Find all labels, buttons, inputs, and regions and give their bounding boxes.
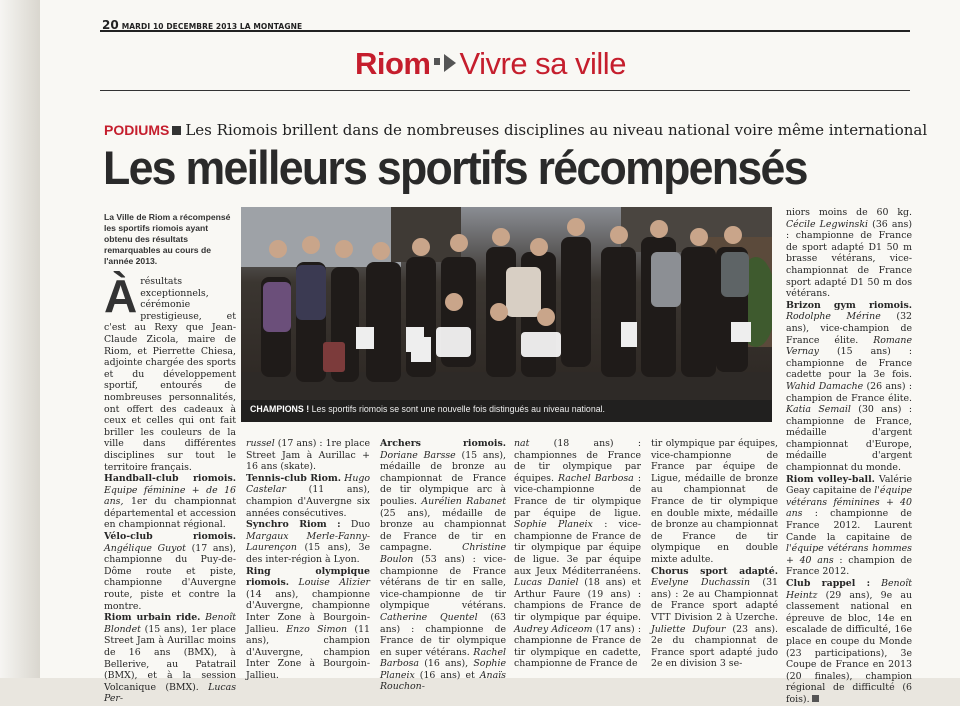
article-column-1 — [104, 270, 237, 705]
athlete-name: Benoît Heintz — [786, 578, 912, 601]
result-text: (32 ans), vice-champion de France élite. — [786, 311, 912, 346]
caption-text: Les sportifs riomois se sont une nouvelle fois distingués au niveau national. — [311, 404, 605, 414]
header-rule — [100, 30, 910, 32]
article-column-5 — [651, 438, 778, 670]
result-text: (17 ans) : championne de France de tir olympique en cadette, championne de France de — [514, 623, 641, 670]
athlete-name: Rodolphe Mérine — [786, 311, 881, 323]
athlete-name: Angélique Guyot — [104, 542, 186, 554]
club-title: Brizon gym riomois. — [786, 299, 912, 311]
athlete-name: Margaux Merle-Fanny-Laurençon — [246, 530, 370, 554]
athlete-name: Sophie Planeix — [380, 658, 506, 681]
club-title: Ring olympique riomois. — [246, 565, 370, 589]
page-number: 20 — [102, 18, 119, 32]
result-text: (30 ans) : championne de France, médaille d'argent championnat d'Europe, médaille d'argent championnat du monde. — [786, 404, 912, 474]
result-text: (16 ans) et — [419, 669, 475, 681]
section-rubric: Vivre sa ville — [459, 46, 626, 81]
team-name: l'équipe vétérans hommes + 40 ans — [786, 543, 912, 566]
result-text: : vice-championne de France de tir olympique par équipe de ligue. — [514, 472, 641, 519]
team-name: l'équipe vétérans féminines + 40 ans — [786, 485, 912, 520]
athlete-name: Hugo Castelar — [246, 472, 371, 496]
club-title: Handball-club riomois. — [104, 473, 236, 485]
result-text: (63 ans) : championne de France de tir olympique en super vétérans. — [380, 611, 506, 658]
caption-label: CHAMPIONS ! — [250, 404, 310, 414]
result-text: (19 ans) : champions de France de tir olympique par équipe. — [514, 588, 641, 623]
result-text: : champion de France 2012. — [786, 554, 913, 578]
result-text: (17 ans), championne du Puy-de-Dôme route et piste, championne d'Auvergne route, piste et contre la montre. — [104, 542, 236, 612]
result-text: (15 ans) : championne de France cadette pour la 3e fois. — [786, 346, 912, 381]
arrow-icon-bar — [434, 58, 440, 65]
club-title: Club rappel : — [786, 578, 871, 589]
result-text: (16 ans), — [424, 658, 469, 670]
athlete-name: Catherine Quentel — [380, 611, 478, 623]
result-text: (18 ans) et — [584, 577, 641, 589]
athlete-name: Rachel Barbosa — [380, 646, 506, 670]
result-text: (11 ans), champion d'Auvergne, champion Inter Zone à Bourgoin-Jallieu. — [246, 623, 370, 681]
intro-paragraph: résultats exceptionnels, cérémonie prestigieuse, et c'est au Rexy que Jean-Claude Zicola, maire de Riom, et Pierrette Chiesa, adjointe chargée des sports et du développement sportif, entourés de nombreuses personnalités, ont offert des cadeaux à ceux et celles qui ont fait briller les couleurs de la ville dans différentes disciplines sur tout le territoire français. — [104, 276, 236, 473]
photo-caption — [250, 404, 605, 414]
kicker-label: PODIUMS — [104, 122, 170, 138]
lead-paragraph: La Ville de Riom a récompensé les sportifs riomois ayant obtenu des résultats remarquables au cours de l'année 2013. — [104, 212, 231, 266]
result-text: (26 ans) : champion de France élite. — [786, 380, 912, 404]
club-title: Vélo-club riomois. — [104, 531, 236, 543]
athlete-name: Rachel Barbosa — [558, 472, 634, 484]
section-rule — [100, 90, 910, 91]
athlete-name: nat — [514, 438, 530, 449]
result-text: (14 ans), championne d'Auvergne, championne Inter Zone à Bourgoin-Jallieu. — [246, 588, 370, 635]
athlete-name: Christine Boulon — [380, 542, 506, 565]
drop-cap: À — [104, 270, 138, 322]
athlete-name: Arthur Faure — [514, 588, 581, 600]
result-text: (23 ans). 2e du championnat de France sport adapté judo 2e en division 3 se- — [651, 623, 778, 670]
result-text: (31 ans) : 2e au Championnat de France sport adapté VTT Division 2 à Uzerche. — [651, 577, 778, 623]
athlete-name: Wahid Damache — [786, 380, 864, 392]
article-column-6 — [786, 207, 912, 706]
square-bullet-icon — [172, 126, 181, 135]
end-of-article-mark — [812, 695, 819, 702]
article-column-4 — [514, 438, 641, 670]
athlete-name: Sophie Planeix — [514, 519, 593, 531]
athlete-name: Evelyne Duchassin — [651, 577, 751, 589]
athlete-name: Enzo Simon — [286, 623, 348, 635]
athlete-name: Equipe féminine + de 16 ans, — [104, 484, 236, 508]
athlete-name: Louise Alizier — [298, 577, 370, 589]
club-title: Riom volley-ball. — [786, 473, 875, 485]
athlete-name: Katia Semail — [786, 404, 851, 416]
result-text: Valérie Geay capitaine de — [786, 473, 912, 497]
result-text: tir olympique par équipes, vice-championne de France par équipe de Ligue, médaille de bronze au championnat de France de tir olympique en double mixte, médaille de bronze au championnat de France de tir olympique en double mixte adulte. — [651, 438, 778, 565]
athlete-name: Romane Vernay — [786, 334, 912, 358]
section-title — [355, 46, 626, 82]
result-text: (15 ans), 1er place Street Jam à Aurillac moins de 16 ans (BMX), à Bellerive, au Patatrail (BMX), et à la session Volcanique (BMX). — [104, 623, 236, 693]
result-text: : championne de France 2012. Laurent Cande la capitaine de — [786, 508, 912, 543]
article-column-3 — [380, 438, 506, 693]
athlete-name: Anaïs Rouchon- — [380, 669, 506, 693]
athlete-name: Cécile Legwinski — [786, 218, 868, 230]
group-photo — [241, 207, 772, 422]
result-text: : vice-championne de France de tir olympique par équipe de ligue. 3e par équipe aux Jeux Méditerranéens. — [514, 519, 642, 577]
kicker-text: Les Riomois brillent dans de nombreuses disciplines au niveau national voire même international — [185, 121, 928, 139]
section-city: Riom — [355, 46, 431, 81]
result-text: 1er du championnat départemental et accession en championnat régional. — [104, 496, 237, 531]
result-text: (25 ans), médaille de bronze au championnat de France de tir en campagne. — [380, 507, 506, 554]
result-text: (53 ans) : vice-championne de France vétérans de tir en salle, vice-championne de tir olympique vétérans. — [380, 553, 506, 612]
headline: Les meilleurs sportifs récompensés — [103, 141, 807, 194]
result-text: (15 ans), 3e des inter-région à Lyon. — [246, 542, 370, 565]
article-column-2 — [246, 438, 370, 681]
athlete-name: Benoît Blondet — [104, 612, 236, 635]
club-title: Archers riomois. — [380, 438, 506, 449]
result-text: Duo — [350, 519, 371, 531]
club-title: Chorus sport adapté. — [651, 565, 778, 577]
athlete-name: Audrey Adiceom — [514, 623, 593, 635]
result-text: (17 ans) : 1re place Street Jam à Aurillac + 16 ans (skate). — [246, 438, 370, 473]
arrow-right-icon — [444, 54, 456, 72]
result-text: (36 ans) : championne de France de sport adapté D1 50 m brasse vétérans, vice-championnat de France sport adapté D1 50 m dos vétérans. — [786, 218, 912, 300]
club-title: Riom urbain ride. — [104, 612, 201, 624]
athlete-name: russel — [246, 438, 275, 449]
athlete-name: Lucas Per- — [104, 681, 237, 705]
result-text: (18 ans) : championnes de France de tir olympique par équipes. — [514, 438, 641, 484]
kicker — [104, 121, 927, 139]
result-text: (15 ans), médaille de bronze au championnat de France de tir olympique arc à poulies. — [380, 449, 506, 507]
result-text: niors moins de 60 kg. — [786, 207, 912, 218]
result-text: (11 ans), champion d'Auvergne six années consécutives. — [246, 484, 370, 519]
page-edge-shadow — [0, 0, 42, 678]
athlete-name: Juliette Dufour — [651, 623, 726, 635]
athlete-name: Aurélien Rabanet — [421, 495, 506, 507]
dateline: MARDI 10 DECEMBRE 2013 LA MONTAGNE — [121, 22, 303, 31]
club-title: Tennis-club Riom. — [246, 472, 342, 484]
athlete-name: Doriane Barsse — [380, 449, 456, 461]
group-photo-illustration — [241, 207, 772, 422]
result-text: (29 ans), 9e au classement national en épreuve de bloc, 14e en escalade de difficulté, 16e place en coupe du Monde (23 participations), 3e Coupe de France en 2013 (20 finales), champion régional de difficulté (6 fois). — [786, 589, 912, 705]
athlete-name: Lucas Daniel — [514, 577, 579, 589]
club-title: Synchro Riom : — [246, 519, 341, 531]
